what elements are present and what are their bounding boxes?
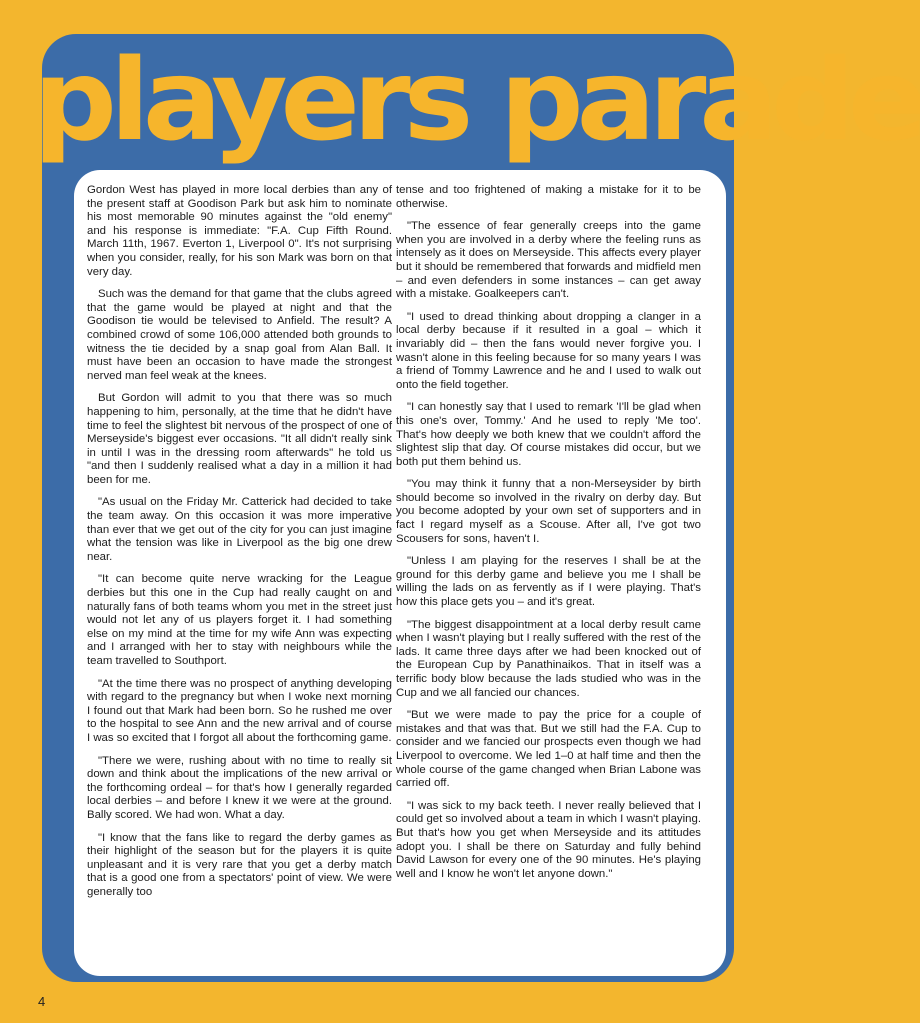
paragraph: "It can become quite nerve wracking for the League derbies but this one in the Cup had really caught on and naturally fans of both teams whom you met in the street just would not let any of us players forget it. I had something else on my mind at the time for my wife Ann was expecting and I arranged with her to stay with neighbours while the team travelled to Southport. xyxy=(87,573,392,667)
paragraph: Gordon West has played in more local derbies than any of the present staff at Goodison Park but ask him to nominate his most memorable 90 minutes against the "old enemy" and his response is immediate: "F.A. Cup Fifth Round. March 11th, 1967. Everton 1, Liverpool 0". It's not surprising when you consider, really, for his son Mark was born on that very day. xyxy=(87,184,392,278)
paragraph: Such was the demand for that game that the clubs agreed that the game would be played at night and that the Goodison tie would be televised to Anfield. The result? A combined crowd of some 106,000 attended both grounds to witness the tie decided by a snap goal from Alan Ball. It must have been an occasion to have made the strongest nerved man feel weak at the knees. xyxy=(87,288,392,382)
paragraph: "But we were made to pay the price for a couple of mistakes and that was that. But we still had the F.A. Cup to consider and we fancied our prospects even though we had Liverpool to overcome. We led 1–0 at half time and then the whole course of the game changed when Brian Labone was carried off. xyxy=(396,709,701,790)
paragraph: "The biggest disappointment at a local derby result came when I wasn't playing but I really suffered with the rest of the lads. It came three days after we had been knocked out of the European Cup by Panathinaikos. That in itself was a terrific body blow because the lads studied who was in the Cup and we all fancied our chances. xyxy=(396,618,701,699)
page-number: 4 xyxy=(38,994,46,1009)
paragraph: "I know that the fans like to regard the derby games as their highlight of the season but for the players it is quite unpleasant and it is very rare that you get a derby match that is a good one from a spectators' point of view. We were generally too xyxy=(87,831,392,898)
paragraph: "I can honestly say that I used to remark 'I'll be glad when this one's over, Tommy.' And he used to reply 'Me too'. That's how deeply we both knew that we couldn't afford the slightest slip that day. Of course mistakes did occur, but we both put them behind us. xyxy=(396,401,701,468)
article-column-left xyxy=(87,184,392,909)
paragraph: But Gordon will admit to you that there was so much happening to him, personally, at the time that he didn't have time to feel the slightest bit nervous of the prospect of one of Merseyside's biggest ever occasions. "It all didn't really sink in until I was in the dressing room afterwards" he told us "and then I suddenly realised what a day in a million it had been for me. xyxy=(87,392,392,486)
paragraph: "At the time there was no prospect of anything developing with regard to the pregnancy but when I woke next morning I found out that Mark had been born. So he rushed me over to the hospital to see Ann and the new arrival and of course I was so excited that I forgot all about the forthcoming game. xyxy=(87,677,392,744)
paragraph: tense and too frightened of making a mistake for it to be otherwise. xyxy=(396,184,701,210)
paragraph: "You may think it funny that a non-Merseysider by birth should become so involved in the rivalry on derby day. But you become adopted by your own set of supporters and in fact I regard myself as a Scouse. After all, I've got two Scousers for sons, haven't I. xyxy=(396,478,701,545)
paragraph: "I used to dread thinking about dropping a clanger in a local derby because if it resulted in a goal – which it invariably did – then the fans would never forgive you. I wasn't alone in this feeling because for so many years I was a friend of Tommy Lawrence and he and I used to walk out onto the field together. xyxy=(396,310,701,391)
article-column-right xyxy=(396,184,701,890)
paragraph: "There we were, rushing about with no time to really sit down and think about the implications of the new arrival or the forthcoming ordeal – for that's how I generally regarded local derbies – and before I knew it we were at the ground. Bally scored. We had won. What a day. xyxy=(87,754,392,821)
paragraph: "As usual on the Friday Mr. Catterick had decided to take the team away. On this occasion it was more imperative than ever that we get out of the city for you can just imagine what the tension was like in Liverpool as the big one drew near. xyxy=(87,496,392,563)
paragraph: "Unless I am playing for the reserves I shall be at the ground for this derby game and believe you me I shall be willing the lads on as fervently as if I were playing. That's how this place gets you – and it's great. xyxy=(396,555,701,609)
paragraph: "The essence of fear generally creeps into the game when you are involved in a derby where the feeling runs as intensely as it does on Merseyside. This affects every player but it should be remembered that forwards and midfield men – and even defenders in some instances – can get away with a mistake. Goalkeepers can't. xyxy=(396,220,701,301)
page-title: players parade xyxy=(32,36,920,166)
paragraph: "I was sick to my back teeth. I never really believed that I could get so involved about a team in which I wasn't playing. But that's how you get when Merseyside and its attitudes adopt you. I shall be there on Saturday and fully behind David Lawson for every one of the 90 minutes. He's playing well and I know he won't let anyone down." xyxy=(396,799,701,880)
